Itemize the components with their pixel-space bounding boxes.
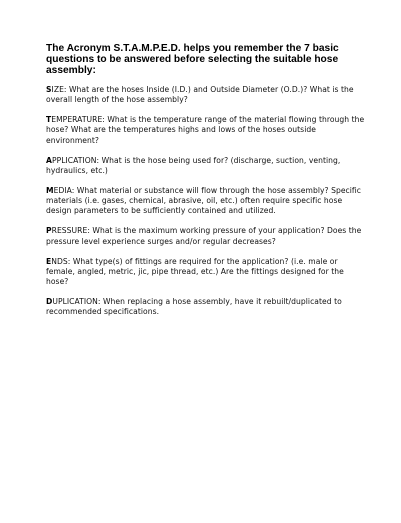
item-text: UPLICATION: When replacing a hose assembly, have it rebuilt/duplicated to recommended specifications. (46, 297, 342, 317)
item-pressure (46, 226, 366, 247)
item-size (46, 85, 366, 106)
item-initial: P (46, 226, 52, 236)
document-page (46, 43, 366, 327)
item-text: IZE: What are the hoses Inside (I.D.) and Outside Diameter (O.D.)? What is the overall length of the hose assembly? (46, 85, 354, 105)
item-initial: E (46, 256, 52, 266)
item-initial: D (46, 297, 53, 307)
item-initial: S (46, 85, 52, 94)
item-application (46, 156, 366, 177)
item-ends (46, 257, 366, 288)
item-text: RESSURE: What is the maximum working pressure of your application? Does the pressure level experience surges and/or regular decreases? (46, 226, 362, 246)
item-temperature (46, 115, 366, 146)
item-text: EDIA: What material or substance will flow through the hose assembly? Specific materials (i.e. gases, chemical, abrasive, oil, etc.) often require specific hose design parameters to be sufficiently contained and utilized. (46, 185, 362, 216)
item-text: EMPERATURE: What is the temperature range of the material flowing through the hose? What are the temperatures highs and lows of the hoses outside environment? (46, 115, 365, 145)
item-initial: M (46, 185, 54, 195)
item-text: NDS: What type(s) of fittings are required for the application? (i.e. male or female, angled, metric, jic, pipe thread, etc.) Are the fittings designed for the hose? (46, 256, 344, 287)
item-initial: A (46, 155, 52, 165)
item-duplication (46, 297, 366, 318)
item-text: PPLICATION: What is the hose being used for? (discharge, suction, venting, hydraulics, etc.) (46, 155, 341, 175)
document-heading: The Acronym S.T.A.M.P.E.D. helps you remember the 7 basic questions to be answered before selecting the suitable hose assembly: (46, 43, 339, 76)
item-initial: T (46, 115, 52, 125)
item-media (46, 186, 366, 217)
